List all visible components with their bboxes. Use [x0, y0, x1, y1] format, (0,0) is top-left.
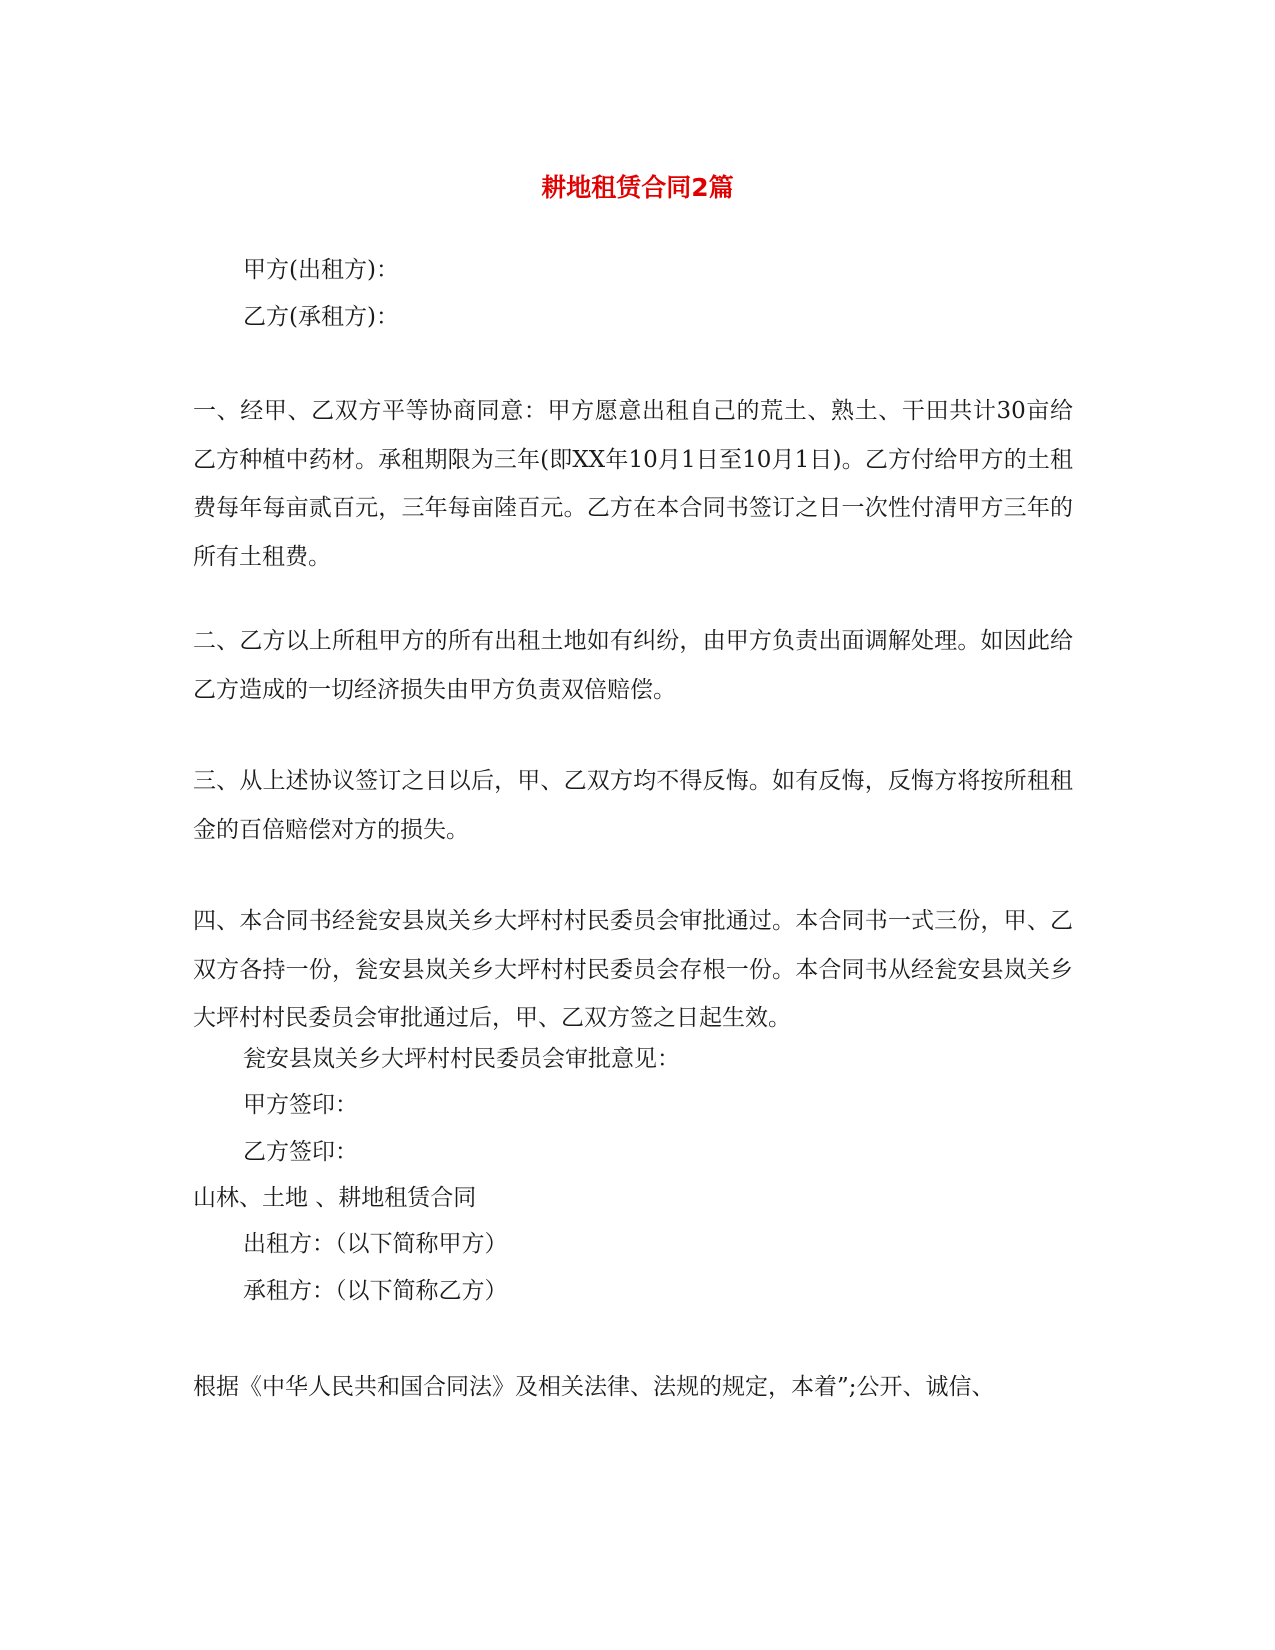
document-title: 耕地租赁合同2篇 — [541, 173, 734, 202]
lessor-line: 出租方：（以下简称甲方） — [243, 1231, 508, 1257]
lessee-line: 承租方：（以下简称乙方） — [243, 1278, 508, 1304]
approval-line: 瓮安县岚关乡大坪村村民委员会审批意见： — [243, 1046, 680, 1072]
intro-line: 根据《中华人民共和国合同法》及相关法律、法规的规定，本着”;公开、诚信、 — [193, 1374, 995, 1400]
second-contract-title: 山林、土地 、耕地租赁合同 — [193, 1185, 477, 1211]
sign-a-line: 甲方签印： — [243, 1092, 358, 1118]
clause-4: 四、本合同书经瓮安县岚关乡大坪村村民委员会审批通过。本合同书一式三份，甲、乙双方各持一份，瓮安县岚关乡大坪村村民委员会存根一份。本合同书从经瓮安县岚关乡大坪村村民委员会审批通过后，甲、乙双方签之日起生效。 — [193, 908, 1073, 1031]
party-a-line: 甲方(出租方)： — [243, 257, 399, 283]
clause-3: 三、从上述协议签订之日以后，甲、乙双方均不得反悔。如有反悔，反悔方将按所租租金的百倍赔偿对方的损失。 — [193, 768, 1073, 843]
clause-2: 二、乙方以上所租甲方的所有出租土地如有纠纷，由甲方负责出面调解处理。如因此给乙方造成的一切经济损失由甲方负责双倍赔偿。 — [193, 628, 1073, 703]
clause-1: 一、经甲、乙双方平等协商同意：甲方愿意出租自己的荒土、熟土、干田共计30亩给乙方种植中药材。承租期限为三年(即XX年10月1日至10月1日)。乙方付给甲方的土租费每年每亩贰百元，三年每亩陸百元。乙方在本合同书签订之日一次性付清甲方三年的所有土租费。 — [193, 398, 1073, 570]
sign-b-line: 乙方签印： — [243, 1139, 358, 1165]
party-b-line: 乙方(承租方)： — [243, 304, 399, 330]
